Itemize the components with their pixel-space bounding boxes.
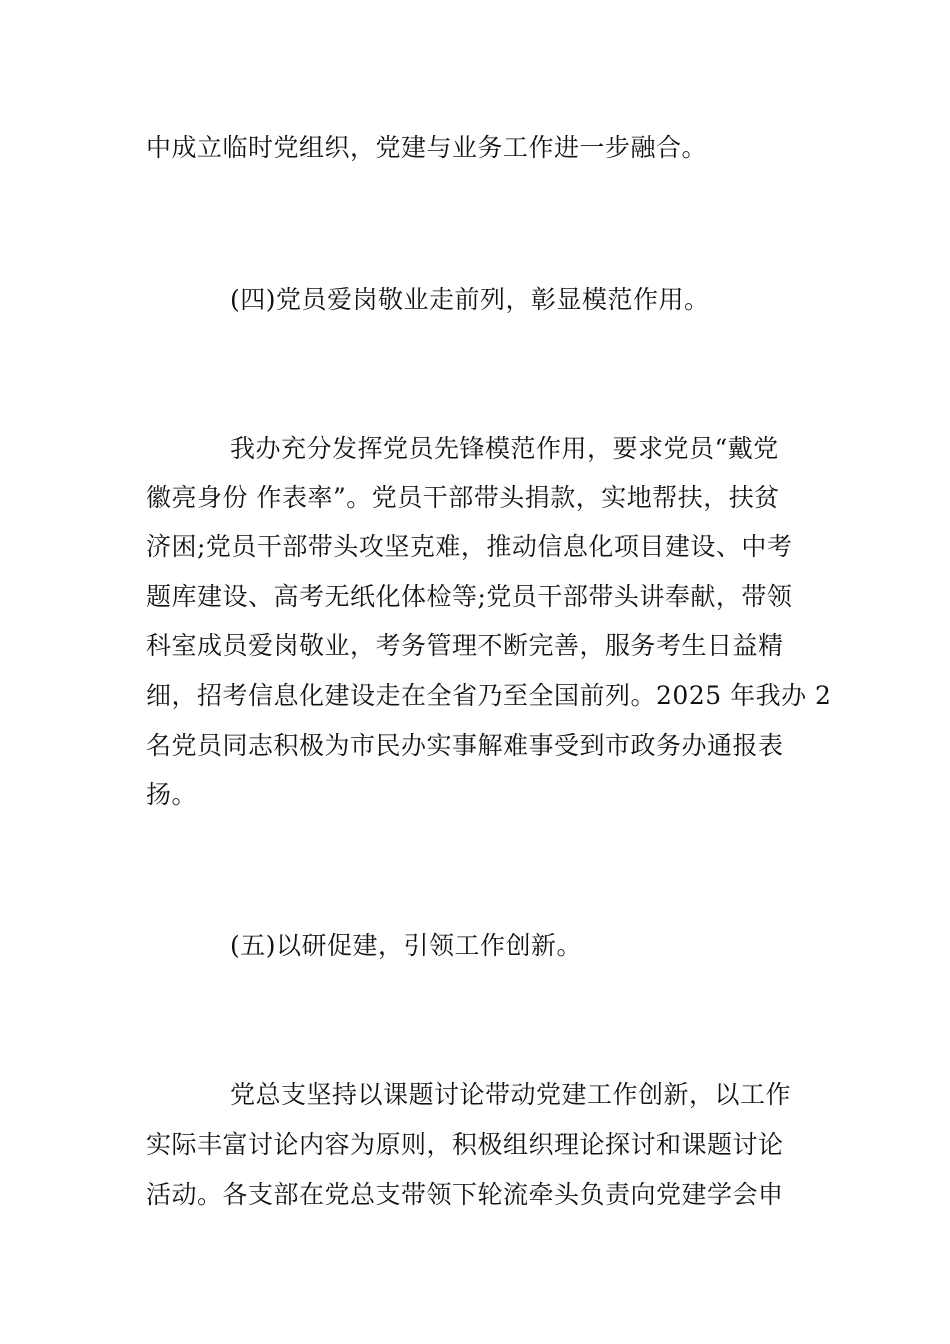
section-heading-5: (五)以研促建，引领工作创新。 xyxy=(230,931,583,960)
section-heading-4: (四)党员爱岗敬业走前列，彰显模范作用。 xyxy=(230,285,710,314)
body-paragraph-1-line-2: 徽亮身份 作表率”。党员干部带头捐款，实地帮扶，扶贫 xyxy=(146,483,780,512)
body-paragraph-1-line-6: 细，招考信息化建设走在全省乃至全国前列。2025 年我办 2 xyxy=(146,681,832,710)
paragraph-continuation-line-1: 中成立临时党组织，党建与业务工作进一步融合。 xyxy=(146,133,708,162)
body-paragraph-1-line-7: 名党员同志积极为市民办实事解难事受到市政务办通报表 xyxy=(146,731,784,760)
body-paragraph-2-line-2: 实际丰富讨论内容为原则，积极组织理论探讨和课题讨论 xyxy=(146,1130,784,1159)
body-paragraph-1-line-5: 科室成员爱岗敬业，考务管理不断完善，服务考生日益精 xyxy=(146,631,784,660)
body-paragraph-2-line-3: 活动。各支部在党总支带领下轮流牵头负责向党建学会申 xyxy=(146,1180,784,1209)
body-paragraph-1-line-1: 我办充分发挥党员先锋模范作用，要求党员“戴党 xyxy=(230,434,779,463)
body-paragraph-2-line-1: 党总支坚持以课题讨论带动党建工作创新，以工作 xyxy=(230,1080,792,1109)
body-paragraph-1-line-8: 扬。 xyxy=(146,780,198,809)
body-paragraph-1-line-4: 题库建设、高考无纸化体检等;党员干部带头讲奉献，带领 xyxy=(146,582,793,611)
body-paragraph-1-line-3: 济困;党员干部带头攻坚克难，推动信息化项目建设、中考 xyxy=(146,532,793,561)
